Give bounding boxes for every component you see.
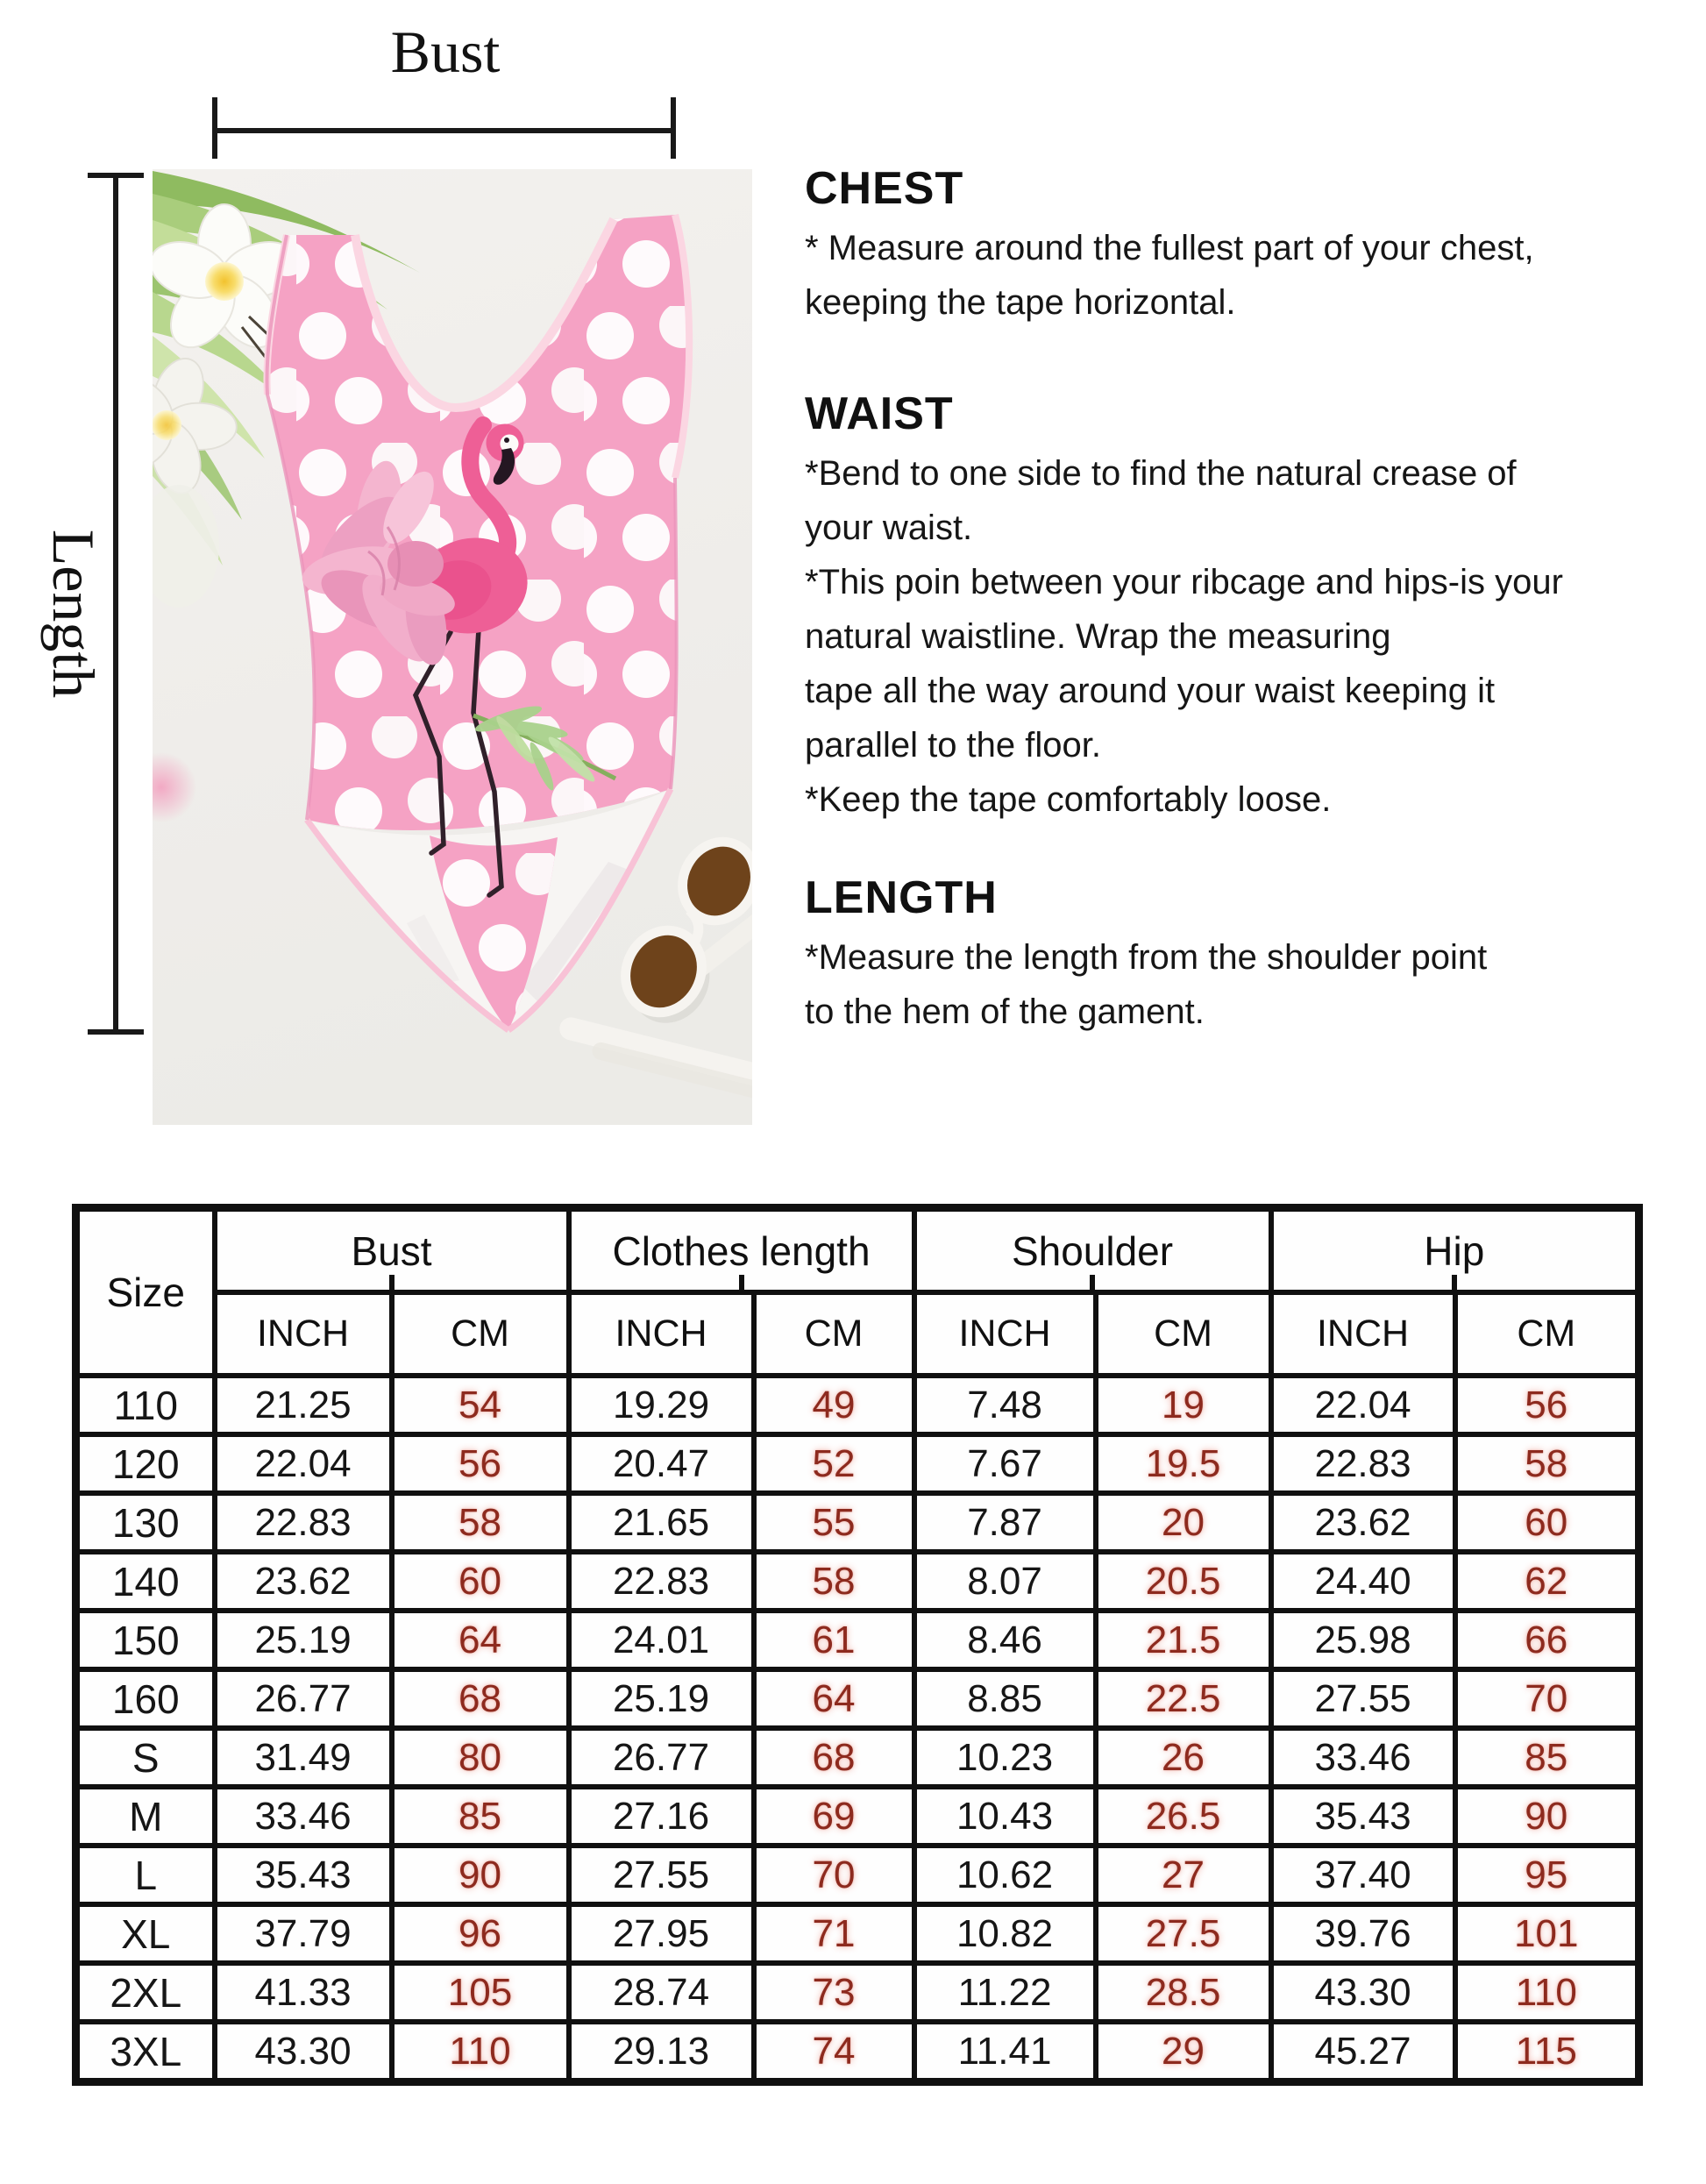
value-cell: 52	[754, 1434, 914, 1493]
value-cell: 39.76	[1271, 1904, 1455, 1963]
waist-line: *This poin between your ribcage and hips-is your	[805, 563, 1563, 601]
size-cell: 110	[76, 1376, 215, 1434]
chest-heading: CHEST	[805, 163, 964, 214]
unit-header: INCH	[1271, 1292, 1455, 1376]
value-cell: 27.16	[569, 1787, 754, 1846]
length-guide-top-tick	[88, 173, 144, 178]
value-cell: 56	[1455, 1376, 1639, 1434]
value-cell: 96	[392, 1904, 569, 1963]
value-cell: 8.07	[914, 1552, 1096, 1611]
value-cell: 7.87	[914, 1493, 1096, 1552]
section-waist	[805, 388, 1692, 827]
value-cell: 25.19	[215, 1611, 392, 1669]
chest-line: * Measure around the fullest part of your chest,	[805, 229, 1534, 267]
value-cell: 85	[1455, 1728, 1639, 1787]
value-cell: 61	[754, 1611, 914, 1669]
bust-bracket-left-tick	[212, 97, 217, 159]
value-cell: 24.01	[569, 1611, 754, 1669]
value-cell: 33.46	[1271, 1728, 1455, 1787]
value-cell: 27.55	[1271, 1669, 1455, 1728]
table-row	[76, 1904, 1639, 1963]
table-row	[76, 1434, 1639, 1493]
table-row	[76, 1846, 1639, 1904]
size-column-header: Size	[76, 1208, 215, 1377]
measuring-instructions	[805, 163, 1692, 1039]
length-measure-label: Length	[40, 529, 107, 699]
value-cell: 7.48	[914, 1376, 1096, 1434]
value-cell: 22.83	[569, 1552, 754, 1611]
value-cell: 19.5	[1096, 1434, 1271, 1493]
value-cell: 26	[1096, 1728, 1271, 1787]
waist-line: *Keep the tape comfortably loose.	[805, 780, 1332, 819]
value-cell: 27	[1096, 1846, 1271, 1904]
bust-bracket-line	[215, 128, 673, 133]
bust-group-header: Bust	[215, 1208, 569, 1293]
value-cell: 29	[1096, 2022, 1271, 2082]
length-heading: LENGTH	[805, 872, 998, 923]
waist-line: *Bend to one side to find the natural crease of	[805, 454, 1517, 493]
value-cell: 66	[1455, 1611, 1639, 1669]
table-row	[76, 1611, 1639, 1669]
length-guide-bottom-tick	[88, 1029, 144, 1035]
value-cell: 11.22	[914, 1963, 1096, 2022]
value-cell: 105	[392, 1963, 569, 2022]
value-cell: 22.04	[1271, 1376, 1455, 1434]
length-line-text: to the hem of the gament.	[805, 992, 1205, 1031]
value-cell: 11.41	[914, 2022, 1096, 2082]
value-cell: 110	[392, 2022, 569, 2082]
waist-line: natural waistline. Wrap the measuring	[805, 617, 1391, 656]
size-table-body	[76, 1376, 1639, 2082]
value-cell: 27.95	[569, 1904, 754, 1963]
value-cell: 21.5	[1096, 1611, 1271, 1669]
value-cell: 35.43	[1271, 1787, 1455, 1846]
value-cell: 115	[1455, 2022, 1639, 2082]
value-cell: 23.62	[1271, 1493, 1455, 1552]
table-row	[76, 1728, 1639, 1787]
value-cell: 23.62	[215, 1552, 392, 1611]
table-row	[76, 1963, 1639, 2022]
value-cell: 45.27	[1271, 2022, 1455, 2082]
size-cell: L	[76, 1846, 215, 1904]
size-cell: S	[76, 1728, 215, 1787]
value-cell: 58	[392, 1493, 569, 1552]
size-cell: 120	[76, 1434, 215, 1493]
waist-line: your waist.	[805, 509, 973, 547]
value-cell: 80	[392, 1728, 569, 1787]
value-cell: 10.23	[914, 1728, 1096, 1787]
value-cell: 28.5	[1096, 1963, 1271, 2022]
value-cell: 27.5	[1096, 1904, 1271, 1963]
size-cell: M	[76, 1787, 215, 1846]
product-photo	[153, 169, 752, 1125]
value-cell: 69	[754, 1787, 914, 1846]
section-length	[805, 872, 1692, 1039]
value-cell: 10.62	[914, 1846, 1096, 1904]
value-cell: 58	[1455, 1434, 1639, 1493]
unit-header: INCH	[215, 1292, 392, 1376]
value-cell: 22.04	[215, 1434, 392, 1493]
value-cell: 54	[392, 1376, 569, 1434]
value-cell: 19.29	[569, 1376, 754, 1434]
value-cell: 20.47	[569, 1434, 754, 1493]
value-cell: 95	[1455, 1846, 1639, 1904]
value-cell: 68	[392, 1669, 569, 1728]
value-cell: 19	[1096, 1376, 1271, 1434]
bust-measure-label: Bust	[390, 18, 501, 85]
value-cell: 62	[1455, 1552, 1639, 1611]
chest-line: keeping the tape horizontal.	[805, 283, 1236, 322]
waist-line: tape all the way around your waist keeping it	[805, 672, 1496, 710]
value-cell: 64	[392, 1611, 569, 1669]
value-cell: 101	[1455, 1904, 1639, 1963]
unit-header: CM	[1455, 1292, 1639, 1376]
unit-header: CM	[392, 1292, 569, 1376]
size-table	[72, 1204, 1643, 2086]
value-cell: 21.65	[569, 1493, 754, 1552]
size-cell: 2XL	[76, 1963, 215, 2022]
value-cell: 10.82	[914, 1904, 1096, 1963]
value-cell: 55	[754, 1493, 914, 1552]
bust-bracket-right-tick	[671, 97, 676, 159]
value-cell: 25.98	[1271, 1611, 1455, 1669]
value-cell: 37.79	[215, 1904, 392, 1963]
value-cell: 73	[754, 1963, 914, 2022]
value-cell: 90	[1455, 1787, 1639, 1846]
value-cell: 58	[754, 1552, 914, 1611]
size-cell: 160	[76, 1669, 215, 1728]
value-cell: 35.43	[215, 1846, 392, 1904]
waist-line: parallel to the floor.	[805, 726, 1101, 765]
value-cell: 85	[392, 1787, 569, 1846]
value-cell: 22.83	[215, 1493, 392, 1552]
value-cell: 28.74	[569, 1963, 754, 2022]
size-cell: 3XL	[76, 2022, 215, 2082]
value-cell: 68	[754, 1728, 914, 1787]
table-row	[76, 1552, 1639, 1611]
section-chest	[805, 163, 1692, 330]
value-cell: 10.43	[914, 1787, 1096, 1846]
table-row	[76, 2022, 1639, 2082]
clothes-length-group-header: Clothes length	[569, 1208, 914, 1293]
value-cell: 20.5	[1096, 1552, 1271, 1611]
unit-header: CM	[1096, 1292, 1271, 1376]
value-cell: 21.25	[215, 1376, 392, 1434]
value-cell: 26.77	[215, 1669, 392, 1728]
length-guide-line	[113, 175, 118, 1032]
value-cell: 37.40	[1271, 1846, 1455, 1904]
value-cell: 29.13	[569, 2022, 754, 2082]
table-row	[76, 1787, 1639, 1846]
value-cell: 90	[392, 1846, 569, 1904]
value-cell: 24.40	[1271, 1552, 1455, 1611]
value-cell: 33.46	[215, 1787, 392, 1846]
size-cell: 130	[76, 1493, 215, 1552]
value-cell: 56	[392, 1434, 569, 1493]
size-cell: XL	[76, 1904, 215, 1963]
unit-header: INCH	[914, 1292, 1096, 1376]
waist-heading: WAIST	[805, 388, 954, 439]
value-cell: 74	[754, 2022, 914, 2082]
value-cell: 41.33	[215, 1963, 392, 2022]
value-cell: 43.30	[215, 2022, 392, 2082]
size-cell: 150	[76, 1611, 215, 1669]
value-cell: 20	[1096, 1493, 1271, 1552]
value-cell: 25.19	[569, 1669, 754, 1728]
value-cell: 22.83	[1271, 1434, 1455, 1493]
value-cell: 70	[754, 1846, 914, 1904]
hip-group-header: Hip	[1271, 1208, 1639, 1293]
value-cell: 27.55	[569, 1846, 754, 1904]
value-cell: 8.46	[914, 1611, 1096, 1669]
value-cell: 22.5	[1096, 1669, 1271, 1728]
unit-header: INCH	[569, 1292, 754, 1376]
length-line-text: *Measure the length from the shoulder point	[805, 938, 1488, 977]
value-cell: 7.67	[914, 1434, 1096, 1493]
value-cell: 60	[392, 1552, 569, 1611]
value-cell: 64	[754, 1669, 914, 1728]
value-cell: 43.30	[1271, 1963, 1455, 2022]
value-cell: 60	[1455, 1493, 1639, 1552]
table-row	[76, 1669, 1639, 1728]
value-cell: 71	[754, 1904, 914, 1963]
value-cell: 26.5	[1096, 1787, 1271, 1846]
unit-header: CM	[754, 1292, 914, 1376]
value-cell: 110	[1455, 1963, 1639, 2022]
value-cell: 49	[754, 1376, 914, 1434]
table-row	[76, 1376, 1639, 1434]
value-cell: 8.85	[914, 1669, 1096, 1728]
value-cell: 70	[1455, 1669, 1639, 1728]
swimsuit-photo-graphic	[153, 169, 752, 1125]
shoulder-group-header: Shoulder	[914, 1208, 1271, 1293]
table-row	[76, 1493, 1639, 1552]
value-cell: 26.77	[569, 1728, 754, 1787]
value-cell: 31.49	[215, 1728, 392, 1787]
size-cell: 140	[76, 1552, 215, 1611]
